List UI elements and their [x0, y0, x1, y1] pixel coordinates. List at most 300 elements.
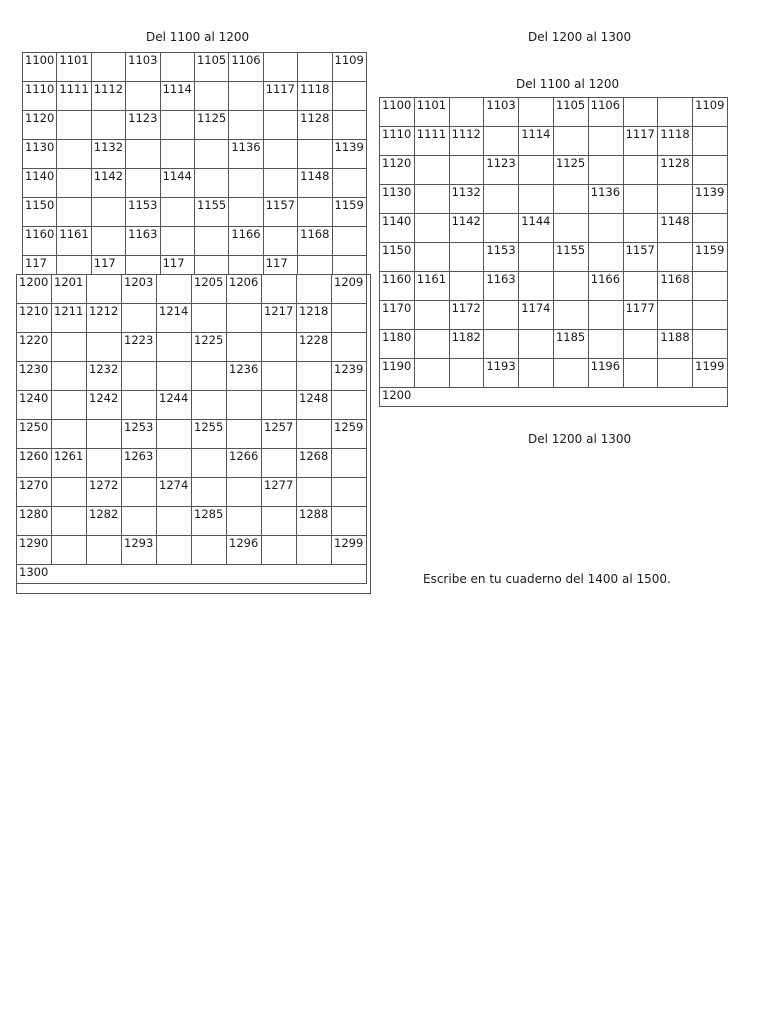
number-cell: [332, 478, 367, 507]
number-cell: 1240: [17, 391, 52, 420]
number-cell: [332, 227, 366, 256]
number-cell: [262, 391, 297, 420]
number-cell: [91, 53, 125, 82]
number-cell: 1193: [484, 359, 519, 388]
number-cell: 1132: [449, 185, 484, 214]
number-cell: [658, 301, 693, 330]
number-cell: 1272: [87, 478, 122, 507]
number-cell: 1106: [588, 98, 623, 127]
number-cell: [87, 275, 122, 304]
number-cell: [693, 272, 728, 301]
number-cell: [449, 98, 484, 127]
number-cell: 1111: [57, 82, 91, 111]
table-row: [23, 227, 367, 256]
number-cell: [52, 420, 87, 449]
number-cell: [52, 536, 87, 565]
number-cell: 1296: [227, 536, 262, 565]
table-row: [17, 420, 367, 449]
number-cell: 1110: [380, 127, 415, 156]
number-cell: 1200: [17, 275, 52, 304]
number-cell: 1172: [449, 301, 484, 330]
number-cell: 1225: [192, 333, 227, 362]
number-cell: [160, 111, 194, 140]
number-cell: [519, 243, 554, 272]
number-cell: 1270: [17, 478, 52, 507]
number-cell: [192, 391, 227, 420]
number-cell: 1223: [122, 333, 157, 362]
table-row: [23, 140, 367, 169]
number-cell: [157, 507, 192, 536]
number-cell: [57, 198, 91, 227]
number-cell: 1277: [262, 478, 297, 507]
number-cell: 1103: [484, 98, 519, 127]
number-cell: 1236: [227, 362, 262, 391]
number-cell: [332, 391, 367, 420]
number-cell: [332, 507, 367, 536]
number-cell: 1266: [227, 449, 262, 478]
table-row: [380, 359, 728, 388]
number-cell: [588, 301, 623, 330]
number-cell: 1263: [122, 449, 157, 478]
number-cell: 1199: [693, 359, 728, 388]
number-cell: 1253: [122, 420, 157, 449]
number-cell: [623, 359, 658, 388]
number-cell: [157, 449, 192, 478]
table-row: [17, 449, 367, 478]
number-cell: 1248: [297, 391, 332, 420]
number-cell: [157, 362, 192, 391]
number-cell: 1232: [87, 362, 122, 391]
number-cell: 1242: [87, 391, 122, 420]
number-cell: [52, 391, 87, 420]
table-row: [380, 127, 728, 156]
number-cell: [263, 53, 297, 82]
number-cell: [227, 507, 262, 536]
number-cell: 1101: [414, 98, 449, 127]
number-cell: [623, 272, 658, 301]
number-cell: 1144: [160, 169, 194, 198]
number-cell: 1110: [23, 82, 57, 111]
number-cell: [297, 478, 332, 507]
number-cell: 1117: [623, 127, 658, 156]
number-cell: [553, 127, 588, 156]
table-row: [23, 53, 367, 82]
table-row: [380, 214, 728, 243]
final-number-cell: 1300: [17, 565, 367, 584]
number-cell: 1290: [17, 536, 52, 565]
number-cell: 1205: [192, 275, 227, 304]
number-cell: [519, 272, 554, 301]
number-cell: 1161: [414, 272, 449, 301]
number-cell: [693, 214, 728, 243]
number-cell: 1188: [658, 330, 693, 359]
number-table-1100-partial: [22, 52, 367, 285]
number-cell: [484, 127, 519, 156]
number-cell: 1168: [658, 272, 693, 301]
number-cell: [693, 156, 728, 185]
number-cell: 1261: [52, 449, 87, 478]
number-cell: 117: [23, 256, 57, 285]
number-cell: 1128: [298, 111, 332, 140]
number-cell: [122, 362, 157, 391]
number-cell: [227, 420, 262, 449]
number-cell: [414, 185, 449, 214]
number-cell: [227, 333, 262, 362]
number-cell: [658, 98, 693, 127]
number-cell: [229, 82, 263, 111]
number-cell: [126, 169, 160, 198]
number-cell: 1259: [332, 420, 367, 449]
number-cell: [192, 304, 227, 333]
number-cell: 1166: [588, 272, 623, 301]
table-row: [380, 243, 728, 272]
number-cell: 1112: [91, 82, 125, 111]
number-cell: [658, 243, 693, 272]
table-row: [17, 333, 367, 362]
number-cell: 1163: [126, 227, 160, 256]
number-cell: [229, 169, 263, 198]
number-cell: [126, 140, 160, 169]
number-cell: [519, 98, 554, 127]
instruction-text: Escribe en tu cuaderno del 1400 al 1500.: [423, 572, 671, 586]
number-cell: [192, 449, 227, 478]
number-cell: 1114: [519, 127, 554, 156]
number-cell: [57, 111, 91, 140]
number-cell: 1123: [484, 156, 519, 185]
number-cell: [658, 359, 693, 388]
number-cell: [484, 301, 519, 330]
number-cell: 1268: [297, 449, 332, 478]
heading-right-top: Del 1200 al 1300: [528, 30, 632, 44]
number-cell: 1105: [194, 53, 228, 82]
number-cell: [693, 330, 728, 359]
number-cell: [449, 243, 484, 272]
number-cell: 1100: [380, 98, 415, 127]
number-cell: 1144: [519, 214, 554, 243]
number-cell: [262, 275, 297, 304]
number-cell: [588, 127, 623, 156]
table-row: [17, 536, 367, 565]
number-cell: [519, 330, 554, 359]
number-cell: 1120: [380, 156, 415, 185]
number-cell: [160, 140, 194, 169]
number-cell: 1105: [553, 98, 588, 127]
number-cell: [332, 304, 367, 333]
final-number-cell: 1200: [380, 388, 728, 407]
number-cell: 1142: [91, 169, 125, 198]
number-cell: [449, 359, 484, 388]
number-cell: [229, 111, 263, 140]
number-table-1200-1300: [16, 274, 367, 584]
number-cell: [122, 304, 157, 333]
table-row: [23, 82, 367, 111]
number-cell: 1123: [126, 111, 160, 140]
number-cell: 1101: [57, 53, 91, 82]
table-row: [17, 391, 367, 420]
number-cell: [126, 82, 160, 111]
number-cell: 1100: [23, 53, 57, 82]
number-cell: [262, 362, 297, 391]
number-cell: 1255: [192, 420, 227, 449]
number-cell: [52, 362, 87, 391]
number-cell: 1159: [693, 243, 728, 272]
number-cell: [588, 330, 623, 359]
number-cell: 1182: [449, 330, 484, 359]
number-cell: [623, 156, 658, 185]
number-cell: [553, 301, 588, 330]
number-cell: [297, 362, 332, 391]
number-cell: [227, 478, 262, 507]
number-cell: 1212: [87, 304, 122, 333]
number-cell: [519, 156, 554, 185]
number-cell: 1148: [658, 214, 693, 243]
number-cell: 1125: [194, 111, 228, 140]
number-cell: [122, 391, 157, 420]
number-cell: [553, 214, 588, 243]
number-cell: 1163: [484, 272, 519, 301]
number-cell: [157, 420, 192, 449]
number-cell: 1118: [298, 82, 332, 111]
number-cell: [553, 185, 588, 214]
number-cell: 1174: [519, 301, 554, 330]
number-cell: [449, 156, 484, 185]
table-row: [17, 478, 367, 507]
number-cell: [332, 333, 367, 362]
number-cell: [157, 275, 192, 304]
number-cell: [484, 330, 519, 359]
number-cell: [588, 243, 623, 272]
number-cell: 117: [160, 256, 194, 285]
number-cell: [263, 169, 297, 198]
number-cell: 117: [91, 256, 125, 285]
number-cell: 1228: [297, 333, 332, 362]
number-cell: [623, 185, 658, 214]
number-cell: 1125: [553, 156, 588, 185]
number-cell: [91, 198, 125, 227]
number-cell: 1217: [262, 304, 297, 333]
number-cell: 1201: [52, 275, 87, 304]
table-row: [17, 507, 367, 536]
number-cell: [87, 420, 122, 449]
number-cell: 1218: [297, 304, 332, 333]
number-cell: [262, 449, 297, 478]
number-cell: 1148: [298, 169, 332, 198]
number-cell: 1140: [23, 169, 57, 198]
number-cell: [57, 140, 91, 169]
number-cell: [192, 362, 227, 391]
number-cell: 1299: [332, 536, 367, 565]
number-cell: [91, 227, 125, 256]
number-cell: [298, 53, 332, 82]
number-cell: [87, 536, 122, 565]
number-cell: 1282: [87, 507, 122, 536]
number-cell: [588, 214, 623, 243]
number-cell: [553, 272, 588, 301]
number-cell: [192, 478, 227, 507]
number-cell: 1209: [332, 275, 367, 304]
number-cell: [332, 111, 366, 140]
number-cell: 1230: [17, 362, 52, 391]
number-cell: [194, 227, 228, 256]
number-cell: [52, 507, 87, 536]
number-cell: 1244: [157, 391, 192, 420]
table-row: [23, 111, 367, 140]
number-cell: 1293: [122, 536, 157, 565]
table-row: [380, 156, 728, 185]
number-cell: 1132: [91, 140, 125, 169]
number-cell: 1177: [623, 301, 658, 330]
number-cell: [332, 82, 366, 111]
table-row: [23, 169, 367, 198]
number-cell: [122, 507, 157, 536]
number-cell: [194, 140, 228, 169]
number-cell: 117: [263, 256, 297, 285]
number-cell: 1160: [380, 272, 415, 301]
number-cell: 1214: [157, 304, 192, 333]
table-row: [380, 330, 728, 359]
number-cell: [623, 214, 658, 243]
number-cell: 1180: [380, 330, 415, 359]
number-cell: [52, 333, 87, 362]
table-row: [380, 185, 728, 214]
table-row: [380, 272, 728, 301]
number-cell: 1166: [229, 227, 263, 256]
number-cell: [298, 198, 332, 227]
number-cell: 1153: [484, 243, 519, 272]
number-cell: [693, 127, 728, 156]
number-cell: 1203: [122, 275, 157, 304]
table-row: [380, 388, 728, 407]
number-cell: 1111: [414, 127, 449, 156]
number-cell: [122, 478, 157, 507]
table-row: [17, 362, 367, 391]
number-cell: 1139: [693, 185, 728, 214]
number-cell: 1117: [263, 82, 297, 111]
number-cell: 1185: [553, 330, 588, 359]
number-cell: [332, 169, 366, 198]
number-cell: 1153: [126, 198, 160, 227]
number-cell: [414, 214, 449, 243]
number-cell: 1239: [332, 362, 367, 391]
table-row: [17, 304, 367, 333]
number-cell: [332, 449, 367, 478]
number-cell: 1206: [227, 275, 262, 304]
number-cell: 1196: [588, 359, 623, 388]
number-cell: 1155: [194, 198, 228, 227]
number-cell: [160, 227, 194, 256]
number-cell: [57, 169, 91, 198]
number-cell: [553, 359, 588, 388]
number-cell: [484, 214, 519, 243]
number-table-1100-1200: [379, 97, 728, 407]
number-cell: [262, 536, 297, 565]
number-cell: [87, 333, 122, 362]
table-row: [23, 198, 367, 227]
number-cell: 1112: [449, 127, 484, 156]
number-cell: 1250: [17, 420, 52, 449]
number-cell: [263, 227, 297, 256]
number-cell: [262, 507, 297, 536]
number-cell: [414, 301, 449, 330]
number-cell: 1159: [332, 198, 366, 227]
heading-right-table: Del 1100 al 1200: [516, 77, 620, 91]
number-cell: 1128: [658, 156, 693, 185]
number-cell: [194, 169, 228, 198]
number-cell: 1157: [623, 243, 658, 272]
number-cell: [519, 359, 554, 388]
number-cell: [157, 333, 192, 362]
number-cell: 1274: [157, 478, 192, 507]
number-cell: [297, 420, 332, 449]
number-cell: [297, 536, 332, 565]
number-cell: 1140: [380, 214, 415, 243]
number-cell: 1170: [380, 301, 415, 330]
number-cell: [449, 272, 484, 301]
number-cell: [91, 111, 125, 140]
number-cell: 1190: [380, 359, 415, 388]
number-cell: 1130: [380, 185, 415, 214]
number-cell: [414, 359, 449, 388]
number-cell: 1103: [126, 53, 160, 82]
number-cell: 1109: [332, 53, 366, 82]
number-cell: [52, 478, 87, 507]
number-cell: 1106: [229, 53, 263, 82]
number-cell: [414, 243, 449, 272]
number-cell: 1260: [17, 449, 52, 478]
number-cell: 1285: [192, 507, 227, 536]
number-cell: [192, 536, 227, 565]
number-cell: [658, 185, 693, 214]
number-cell: 1161: [57, 227, 91, 256]
number-cell: [263, 111, 297, 140]
number-cell: 1220: [17, 333, 52, 362]
number-cell: [484, 185, 519, 214]
number-cell: [194, 82, 228, 111]
number-cell: 1157: [263, 198, 297, 227]
number-cell: 1139: [332, 140, 366, 169]
number-cell: [157, 536, 192, 565]
number-cell: 1136: [229, 140, 263, 169]
number-cell: [623, 330, 658, 359]
number-cell: [298, 140, 332, 169]
number-cell: 1150: [23, 198, 57, 227]
number-cell: [229, 198, 263, 227]
number-cell: [414, 330, 449, 359]
number-cell: 1211: [52, 304, 87, 333]
number-cell: 1142: [449, 214, 484, 243]
number-cell: 1168: [298, 227, 332, 256]
number-cell: 1136: [588, 185, 623, 214]
number-cell: [227, 391, 262, 420]
number-cell: [160, 53, 194, 82]
heading-right-mid: Del 1200 al 1300: [528, 432, 632, 446]
table-row: [17, 275, 367, 304]
number-cell: [87, 449, 122, 478]
number-cell: 1257: [262, 420, 297, 449]
number-cell: 1160: [23, 227, 57, 256]
number-cell: 1109: [693, 98, 728, 127]
number-cell: [588, 156, 623, 185]
number-cell: 1288: [297, 507, 332, 536]
number-cell: [414, 156, 449, 185]
number-cell: 1280: [17, 507, 52, 536]
number-cell: 1130: [23, 140, 57, 169]
number-cell: [227, 304, 262, 333]
number-cell: [693, 301, 728, 330]
number-cell: 1155: [553, 243, 588, 272]
number-cell: 1210: [17, 304, 52, 333]
number-cell: 1114: [160, 82, 194, 111]
